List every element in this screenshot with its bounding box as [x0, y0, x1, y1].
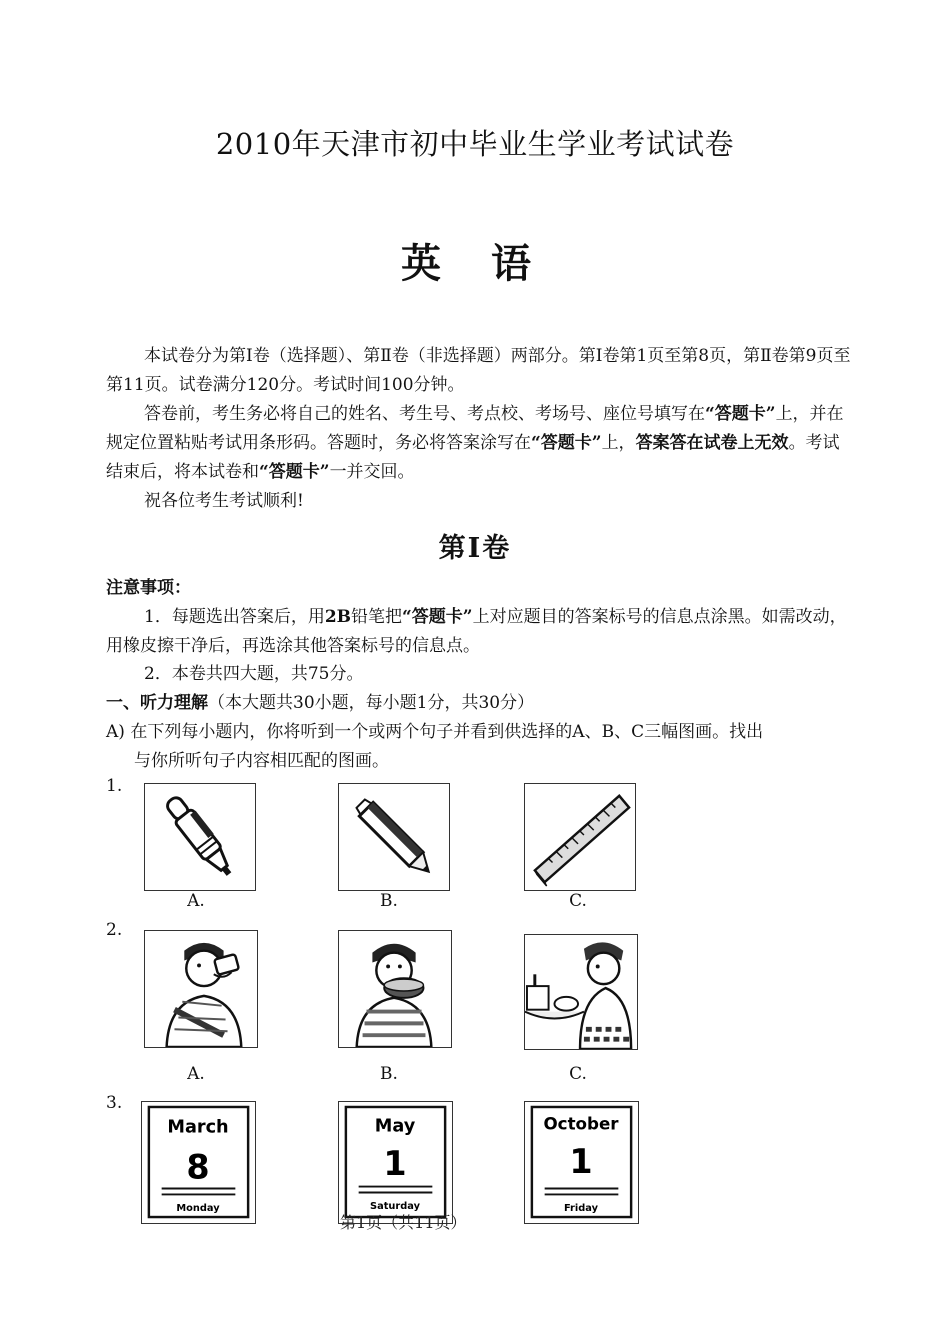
- boy-washing-hands-icon[interactable]: [524, 934, 638, 1050]
- note-2: 2．本卷共四大题，共75分。: [144, 664, 364, 684]
- calendar-day: 1: [383, 1143, 407, 1183]
- calendar-option-a[interactable]: [141, 1101, 256, 1224]
- intro-text: 。考试结束后，将本试卷和: [106, 433, 840, 482]
- answer-card-term: “答题卡”: [531, 433, 602, 453]
- option-label-c: C.: [569, 1064, 587, 1084]
- option-label-b: B.: [380, 1064, 398, 1084]
- calendar-option-c[interactable]: [524, 1101, 639, 1224]
- note-text: 上对应题目的答案标号的信息点涂黑。如需改动，用橡皮擦干净后，再选涂其他答案标号的信息点。: [106, 607, 847, 656]
- intro-paragraph-3: 祝各位考生考试顺利!: [144, 491, 304, 511]
- note-text: 铅笔把: [351, 607, 403, 627]
- intro-text: 答卷前，考生务必将自己的姓名、考生号、考点校、考场号、座位号填写在: [144, 404, 705, 424]
- question-number: 3.: [106, 1093, 123, 1113]
- option-label-b: B.: [380, 891, 398, 911]
- intro-text: 上，: [601, 433, 636, 453]
- option-label-a: A.: [187, 891, 205, 911]
- subject-title: 英 语: [401, 240, 549, 287]
- volume-title: 第Ⅰ卷: [438, 533, 512, 564]
- boy-eating-icon[interactable]: [338, 930, 452, 1048]
- question-number: 1.: [106, 776, 123, 796]
- notes-heading: 注意事项：: [106, 578, 191, 598]
- note-text: 1．每题选出答案后，用: [144, 607, 325, 627]
- pencil-type: 2B: [324, 607, 352, 627]
- answer-card-term: “答题卡”: [402, 607, 473, 627]
- exam-title: 2010年天津市初中毕业生学业考试试卷: [215, 127, 735, 161]
- calendar-month: March: [167, 1117, 229, 1138]
- section-title: 一、听力理解: [106, 693, 208, 713]
- calendar-weekday: Friday: [563, 1203, 599, 1215]
- page-footer: 第1页（共11页）: [340, 1213, 467, 1232]
- calendar-day: 1: [569, 1141, 593, 1181]
- section-1-heading: [106, 689, 851, 718]
- part-a-instruction-cont: 与你所听句子内容相匹配的图画。: [134, 751, 389, 771]
- intro-paragraph-2: [106, 400, 851, 487]
- note-1: [106, 603, 851, 661]
- option-label-c: C.: [569, 891, 587, 911]
- calendar-weekday: Saturday: [370, 1201, 420, 1213]
- calendar-day: 8: [186, 1147, 210, 1187]
- pen-icon[interactable]: [144, 783, 256, 891]
- calendar-month: May: [374, 1116, 416, 1137]
- option-label-a: A.: [187, 1064, 205, 1084]
- intro-text: 上，并在规定位置粘贴考试用条形码。答题时，务必将答案涂写在: [106, 404, 844, 453]
- calendar-weekday: Monday: [176, 1203, 220, 1215]
- answer-card-term: “答题卡”: [705, 404, 776, 424]
- calendar-option-b[interactable]: [338, 1101, 453, 1224]
- calendar-month: October: [543, 1113, 619, 1134]
- section-detail: （本大题共30小题，每小题1分，共30分）: [208, 693, 535, 713]
- ruler-icon[interactable]: [524, 783, 636, 891]
- pencil-icon[interactable]: [338, 783, 450, 891]
- warning-text: 答案答在试卷上无效: [635, 433, 789, 453]
- intro-text: 一并交回。: [329, 462, 415, 482]
- boy-drinking-icon[interactable]: [144, 930, 258, 1048]
- part-a-instruction: A) 在下列每小题内，你将听到一个或两个句子并看到供选择的A、B、C三幅图画。找出: [106, 722, 764, 742]
- question-number: 2.: [106, 920, 123, 940]
- answer-card-term: “答题卡”: [259, 462, 330, 482]
- intro-paragraph-1: 本试卷分为第Ⅰ卷（选择题）、第Ⅱ卷（非选择题）两部分。第Ⅰ卷第1页至第8页，第Ⅱ卷第9页至第11页。试卷满分120分。考试时间100分钟。: [106, 346, 851, 395]
